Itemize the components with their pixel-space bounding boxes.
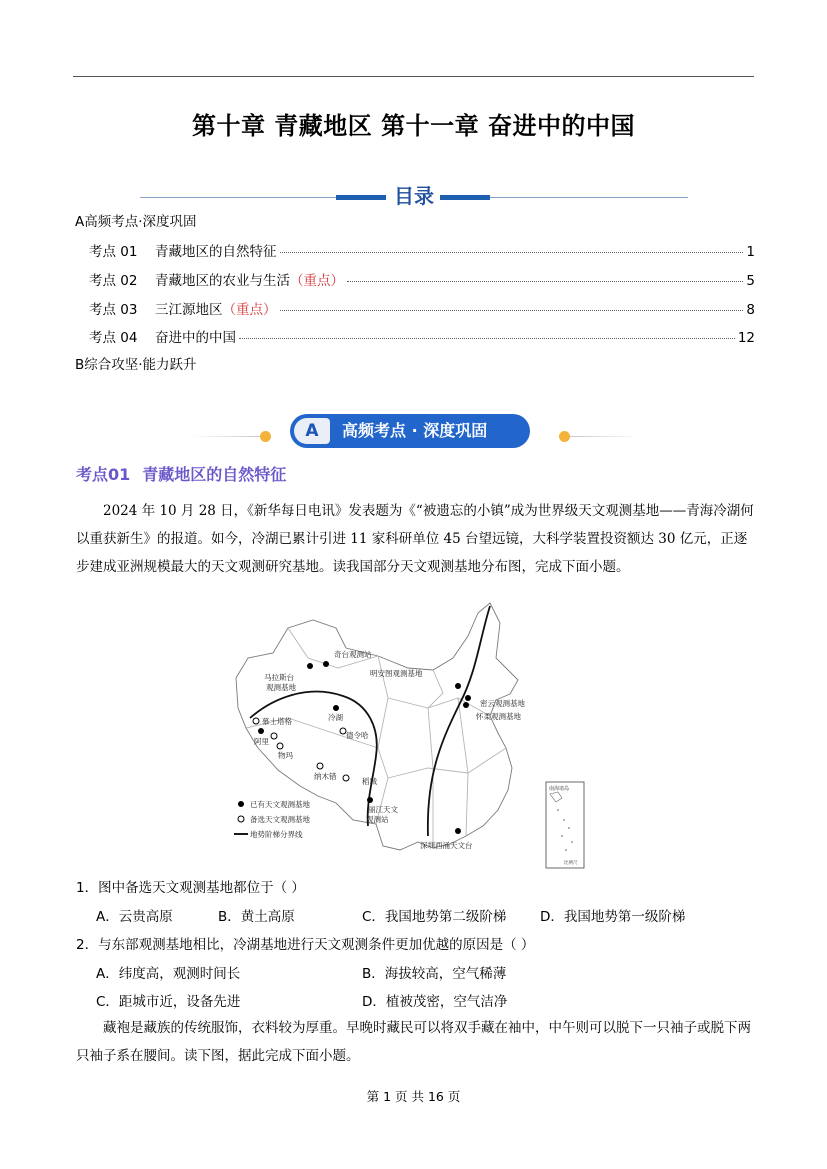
toc-item-page: 8	[746, 302, 755, 318]
candidate-base-marker	[343, 775, 349, 781]
passage-tibetan-robe: 藏袍是藏族的传统服饰，衣料较为厚重。早晚时藏民可以将双手藏在袖中，中午则可以脱下一只袖子或脱下两只袖子系在腰间。读下图，据此完成下面小题。	[76, 1020, 751, 1064]
province-line	[388, 698, 490, 716]
toc-leader-dots	[239, 338, 735, 339]
map-label-qitai: 奇台观测站	[334, 650, 372, 659]
toc-item-02[interactable]	[89, 269, 755, 289]
map-legend	[234, 799, 310, 839]
map-label-miyun: 密云观测基地	[480, 699, 525, 708]
province-line	[458, 698, 468, 836]
legend-candidate-icon	[238, 816, 244, 822]
candidate-base-marker	[253, 718, 259, 724]
map-label-muztagh: 慕士塔格	[262, 717, 292, 726]
existing-base-marker	[333, 705, 339, 711]
map-label-huairou: 怀柔观测基地	[476, 712, 521, 721]
map-label-delingha: 德令哈	[346, 731, 369, 740]
inset-title: 南海诸岛	[549, 786, 570, 792]
map-label-ali: 阿里	[254, 737, 269, 746]
question-1-stem: 1．图中备选天文观测基地都位于（ ）	[76, 880, 305, 896]
province-line	[288, 628, 378, 668]
question-1-option-c[interactable]: C．我国地势第二级阶梯	[362, 909, 507, 925]
toc-banner	[140, 180, 688, 210]
map-label-mingantu: 明安图观测基地	[370, 669, 423, 678]
legend-candidate-label: 备选天文观测基地	[250, 815, 310, 824]
candidate-base-marker	[317, 763, 323, 769]
toc-item-title: 奋进中的中国	[155, 330, 236, 346]
toc-leader-dots	[280, 310, 744, 311]
legend-existing-label: 已有天文观测基地	[250, 800, 310, 809]
existing-base-marker	[307, 663, 313, 669]
province-line	[376, 656, 388, 824]
existing-base-marker	[258, 728, 264, 734]
map-svg	[228, 598, 586, 870]
inset-corner: 比例尺	[564, 861, 578, 866]
toc-item-03[interactable]	[89, 298, 755, 318]
toc-item-title: 青藏地区的农业与生活	[155, 273, 290, 289]
existing-base-marker	[463, 702, 469, 708]
page-footer: 第 1 页 共 16 页	[366, 1089, 461, 1104]
question-2-stem: 2．与东部观测基地相比，冷湖基地进行天文观测条件更加优越的原因是（ ）	[76, 937, 535, 953]
kaodian-heading	[76, 462, 286, 485]
kaodian-label: 考点01	[76, 465, 131, 484]
question-1-option-d[interactable]: D．我国地势第一级阶梯	[540, 909, 686, 925]
existing-base-marker	[367, 797, 373, 803]
existing-base-marker	[455, 828, 461, 834]
question-2-option-c[interactable]: C．距城市近，设备先进	[96, 994, 241, 1010]
existing-base-marker	[323, 661, 329, 667]
question-2-option-a[interactable]: A．纬度高，观测时间长	[96, 966, 241, 982]
candidate-base-marker	[271, 733, 277, 739]
map-label-mulasitai-2: 观测基地	[266, 683, 296, 692]
toc-item-number: 考点 02	[89, 273, 138, 289]
map-label-wuyang: 物玛	[278, 751, 293, 760]
toc-leader-dots	[347, 281, 743, 282]
toc-banner-bar-right	[440, 195, 490, 200]
question-2-option-b[interactable]: B．海拔较高，空气稀薄	[362, 966, 507, 982]
legend-existing-icon	[238, 801, 244, 807]
kaodian-title: 青藏地区的自然特征	[142, 465, 287, 484]
toc-item-key-tag: （重点）	[222, 302, 277, 318]
banner-line-left	[190, 436, 260, 437]
section-banner-pill	[290, 414, 530, 448]
toc-leader-dots	[280, 252, 744, 253]
astronomy-base-map	[228, 598, 586, 870]
map-label-daocheng: 稻城	[362, 777, 377, 786]
toc-heading: 目录	[394, 184, 434, 208]
banner-dot-right	[559, 431, 570, 442]
map-label-shenzhen: 深圳西涌天文台	[420, 841, 473, 850]
section-banner-text: 高频考点 · 深度巩固	[342, 421, 488, 440]
banner-line-right	[570, 436, 640, 437]
legend-boundary-label: 地势阶梯分界线	[250, 830, 303, 839]
section-badge: A	[294, 418, 330, 444]
toc-section-a[interactable]: A高频考点·深度巩固	[75, 214, 197, 230]
question-1-option-a[interactable]: A．云贵高原	[96, 909, 173, 925]
map-label-lijiang: 丽江天文	[368, 805, 398, 814]
province-line	[388, 748, 506, 778]
existing-base-marker	[465, 695, 471, 701]
banner-dot-left	[260, 431, 271, 442]
toc-item-number: 考点 03	[89, 302, 138, 318]
header-rule	[73, 76, 754, 77]
province-line	[428, 670, 443, 708]
toc-banner-line-left	[140, 197, 336, 198]
question-1-option-b[interactable]: B．黄土高原	[218, 909, 295, 925]
toc-item-04[interactable]	[89, 326, 755, 346]
toc-section-b[interactable]: B综合攻坚·能力跃升	[75, 357, 197, 373]
toc-item-page: 1	[746, 244, 755, 260]
document-title: 第十章 青藏地区 第十一章 奋进中的中国	[191, 112, 636, 140]
terrain-boundary-line-2	[428, 606, 490, 836]
toc-item-01[interactable]	[89, 240, 755, 260]
toc-banner-line-right	[490, 197, 688, 198]
question-2-option-d[interactable]: D．植被茂密，空气洁净	[362, 994, 508, 1010]
toc-item-number: 考点 04	[89, 330, 138, 346]
map-label-lenghu: 冷湖	[328, 713, 343, 722]
map-label-mulasitai: 马拉斯台	[264, 673, 294, 682]
toc-item-title: 青藏地区的自然特征	[155, 244, 277, 260]
existing-base-marker	[455, 683, 461, 689]
toc-item-title: 三江源地区	[155, 302, 223, 318]
toc-item-page: 5	[746, 273, 755, 289]
map-label-namco: 纳木错	[314, 772, 337, 781]
map-label-lijiang-2: 观测站	[366, 815, 389, 824]
section-a-banner	[190, 412, 640, 452]
south-china-sea-inset	[546, 782, 584, 868]
toc-banner-bar-left	[336, 195, 386, 200]
passage-lenghu: 2024 年 10 月 28 日，《新华每日电讯》发表题为《“被遗忘的小镇”成为世界级天文观测基地——青海冷湖何以重获新生》的报道。如今，冷湖已累计引进 11 家科研单位 45 台望远镜，大科学装置投资额达 30 亿元，正逐步建成亚洲规模最大的天文观测研究基地。读我国部分天文观测基地分布图，完成下面小题。	[76, 503, 754, 575]
toc-item-key-tag: （重点）	[290, 273, 344, 289]
toc-item-page: 12	[737, 330, 755, 346]
candidate-base-marker	[277, 743, 283, 749]
toc-item-number: 考点 01	[89, 244, 138, 260]
